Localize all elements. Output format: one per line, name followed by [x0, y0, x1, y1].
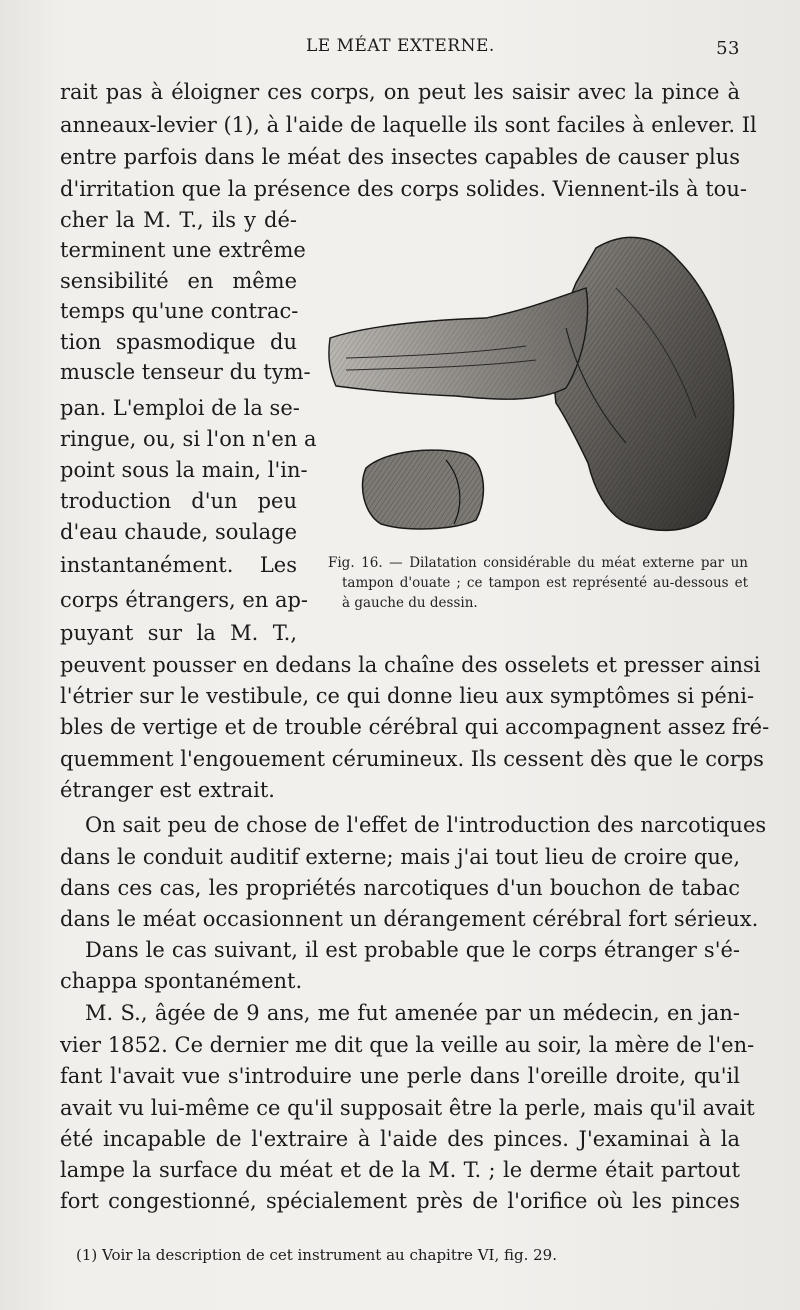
running-title: LE MÉAT EXTERNE.: [306, 36, 495, 56]
text-line: sensibilité en même: [60, 269, 297, 293]
text-line: étranger est extrait.: [60, 778, 275, 802]
text-line: anneaux-levier (1), à l'aide de laquelle ils sont faciles à enlever. Il: [60, 113, 757, 137]
caption-line: tampon d'ouate ; ce tampon est représenté au-dessous et: [342, 575, 748, 591]
text-line: été incapable de l'extraire à l'aide des pinces. J'examinai à la: [60, 1127, 740, 1151]
text-line: bles de vertige et de trouble cérébral qui accompagnent assez fré-: [60, 715, 770, 739]
text-line: rait pas à éloigner ces corps, on peut les saisir avec la pince à: [60, 80, 740, 104]
text-line: dans le méat occasionnent un dérangement cérébral fort sérieux.: [60, 907, 759, 931]
text-line: cher la M. T., ils y dé-: [60, 208, 297, 232]
text-line: pan. L'emploi de la se-: [60, 396, 300, 420]
anatomical-illustration: [326, 228, 738, 538]
text-line: quemment l'engouement cérumineux. Ils cessent dès que le corps: [60, 747, 764, 771]
text-line: avait vu lui-même ce qu'il supposait être la perle, mais qu'il avait: [60, 1096, 755, 1120]
footnote: (1) Voir la description de cet instrument au chapitre VI, fig. 29.: [76, 1246, 557, 1264]
text-line: fant l'avait vue s'introduire une perle dans l'oreille droite, qu'il: [60, 1064, 740, 1088]
text-line: d'eau chaude, soulage: [60, 520, 297, 544]
text-line: dans le conduit auditif externe; mais j'ai tout lieu de croire que,: [60, 845, 740, 869]
text-line: d'irritation que la présence des corps solides. Viennent-ils à tou-: [60, 177, 747, 201]
text-line: dans ces cas, les propriétés narcotiques d'un bouchon de tabac: [60, 876, 740, 900]
text-line: On sait peu de chose de l'effet de l'introduction des narcotiques: [85, 813, 767, 837]
text-line: Dans le cas suivant, il est probable que le corps étranger s'é-: [85, 938, 740, 962]
text-line: corps étrangers, en ap-: [60, 588, 309, 612]
page-header: [60, 36, 740, 62]
text-line: vier 1852. Ce dernier me dit que la veille au soir, la mère de l'en-: [60, 1033, 755, 1057]
text-line: temps qu'une contrac-: [60, 299, 299, 323]
text-line: entre parfois dans le méat des insectes capables de causer plus: [60, 145, 740, 169]
text-line: terminent une extrême: [60, 238, 306, 262]
caption-line: à gauche du dessin.: [342, 595, 478, 611]
text-line: chappa spontanément.: [60, 969, 303, 993]
text-line: lampe la surface du méat et de la M. T. ; le derme était partout: [60, 1158, 740, 1182]
text-line: tion spasmodique du: [60, 330, 297, 354]
page-number: 53: [716, 38, 740, 59]
text-line: l'étrier sur le vestibule, ce qui donne lieu aux symptômes si péni-: [60, 684, 755, 708]
text-line: puyant sur la M. T.,: [60, 621, 297, 645]
text-line: troduction d'un peu: [60, 489, 297, 513]
text-line: fort congestionné, spécialement près de l'orifice où les pinces: [60, 1189, 740, 1213]
text-line: ringue, ou, si l'on n'en a: [60, 427, 317, 451]
text-line: instantanément. Les: [60, 553, 297, 577]
text-line: M. S., âgée de 9 ans, me fut amenée par un médecin, en jan-: [85, 1001, 740, 1025]
text-line: peuvent pousser en dedans la chaîne des osselets et presser ainsi: [60, 653, 761, 677]
text-line: muscle tenseur du tym-: [60, 360, 311, 384]
figure-caption: [328, 553, 748, 613]
caption-line: Fig. 16. — Dilatation considérable du méat externe par un: [328, 555, 748, 571]
text-line: point sous la main, l'in-: [60, 458, 308, 482]
